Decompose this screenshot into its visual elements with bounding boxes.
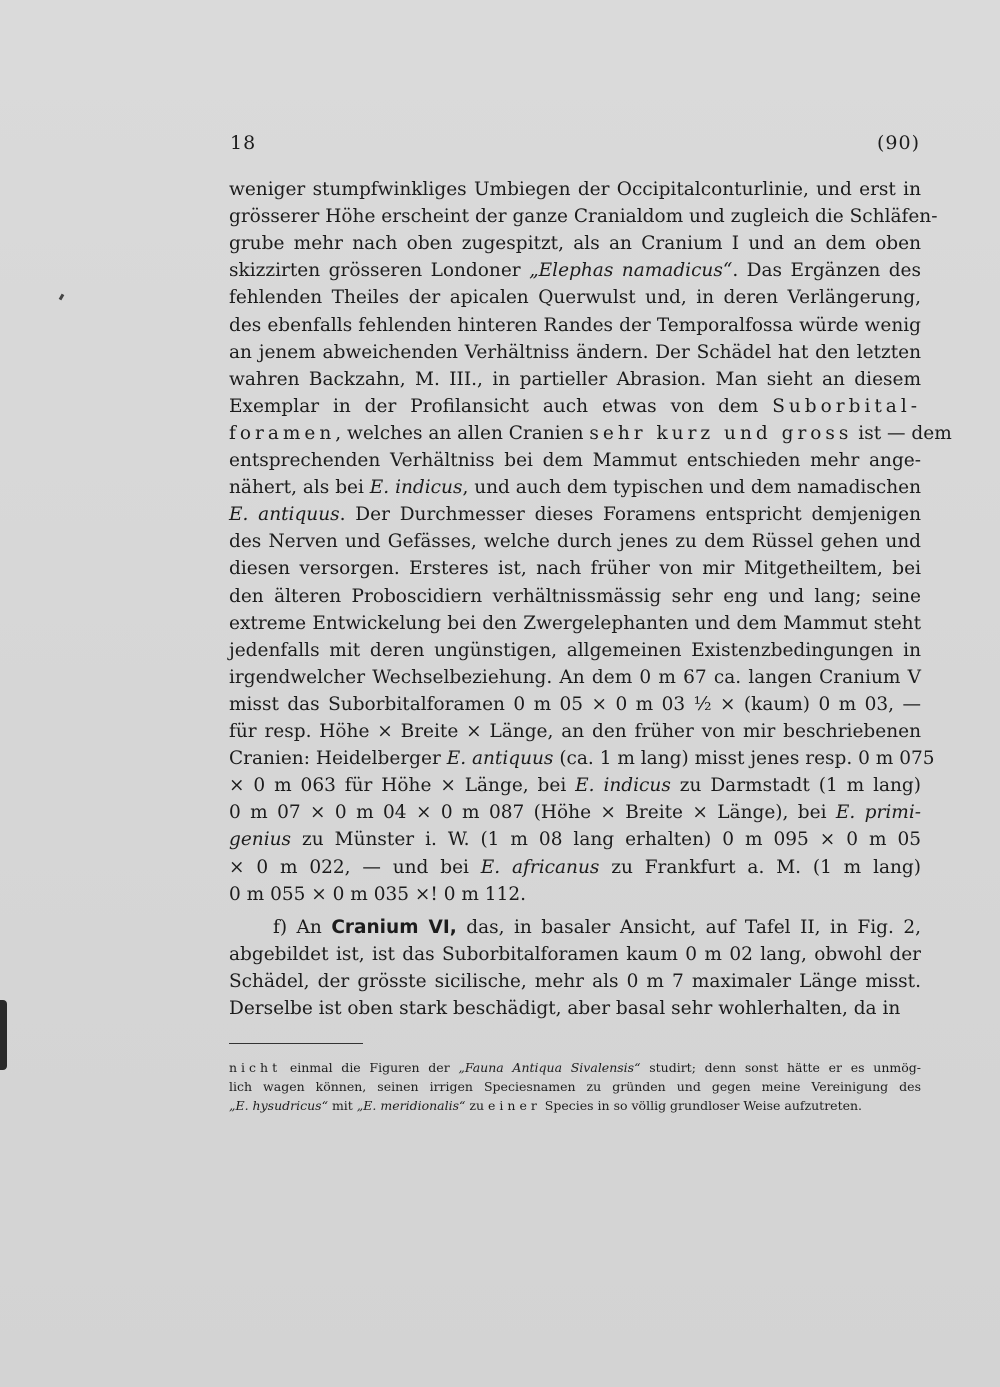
italic-text: E. antiquus <box>229 504 340 526</box>
italic-text: E. antiquus <box>446 748 554 770</box>
italic-text: „E. hysudricus“ <box>229 1098 328 1113</box>
text-line <box>229 420 952 447</box>
footnote-separator <box>229 1043 363 1044</box>
text-run: skizzirten grösseren Londoner <box>229 260 530 282</box>
text-run: , welches an allen Cranien <box>335 422 590 444</box>
text-line <box>229 257 921 284</box>
text-line <box>229 826 921 853</box>
running-header <box>230 132 920 158</box>
footnote-line: lich wagen können, seinen irrigen Speciesnamen zu gründen und gegen meine Vereinigung des <box>229 1079 921 1094</box>
footnote-line <box>229 1059 921 1077</box>
text-run: . Das Ergänzen des <box>732 260 921 282</box>
text-run: Cranien: Heidelberger <box>229 748 447 770</box>
text-line <box>273 914 921 941</box>
text-line: des ebenfalls fehlenden hinteren Randes der Temporalfossa würde wenig <box>229 314 921 336</box>
text-line <box>229 854 921 881</box>
text-run: zu Frankfurt a. M. (1 m lang) <box>599 856 921 878</box>
text-run: (ca. 1 m lang) misst jenes resp. 0 m 075 <box>553 748 935 770</box>
spaced-text: nicht <box>229 1060 282 1075</box>
bold-text: Cranium VI, <box>331 917 457 938</box>
text-run: 0 m 07 × 0 m 04 × 0 m 087 (Höhe × Breite × Länge), bei <box>229 802 836 824</box>
text-line: weniger stumpfwinkliges Umbiegen der Occipitalconturlinie, und erst in <box>229 179 921 200</box>
text-line <box>229 772 921 799</box>
text-line: diesen versorgen. Ersteres ist, nach früher von mir Mitgetheiltem, bei <box>229 558 921 580</box>
text-run: zu Münster i. W. (1 m 08 lang erhalten) 0 m 095 × 0 m 05 <box>291 829 921 851</box>
ink-speck <box>59 294 65 301</box>
spaced-text: Suborbital- <box>772 395 921 417</box>
text-line <box>229 745 935 772</box>
text-line <box>229 501 921 528</box>
italic-text: E. africanus <box>480 856 600 878</box>
text-run: Exemplar in der Profilansicht auch etwas von dem <box>229 395 773 417</box>
text-line <box>229 799 921 826</box>
text-line: grube mehr nach oben zugespitzt, als an Cranium I und an dem oben <box>229 233 921 255</box>
text-run: × 0 m 063 für Höhe × Länge, bei <box>229 775 576 797</box>
text-line: den älteren Proboscidiern verhältnissmässig sehr eng und lang; seine <box>229 585 921 607</box>
italic-text: E. indicus <box>575 775 671 797</box>
italic-text: „Fauna Antiqua Sivalensis“ <box>458 1060 641 1075</box>
text-line: misst das Suborbitalforamen 0 m 05 × 0 m 03 ½ × (kaum) 0 m 03, — <box>229 693 921 715</box>
text-line: wahren Backzahn, M. III., in partieller Abrasion. Man sieht an diesem <box>229 368 921 390</box>
text-line: fehlenden Theiles der apicalen Querwulst und, in deren Verlängerung, <box>229 287 921 309</box>
text-line: grösserer Höhe erscheint der ganze Cranialdom und zugleich die Schläfen- <box>229 206 938 228</box>
text-run: , und auch dem typischen und dem namadischen <box>462 477 921 499</box>
text-run: ist — dem <box>852 422 952 444</box>
page-edge-mark <box>0 1000 7 1070</box>
text-run: das, in basaler Ansicht, auf Tafel II, in Fig. 2, <box>456 917 921 938</box>
text-run: nähert, als bei <box>229 477 370 499</box>
text-line <box>229 393 921 420</box>
text-line: für resp. Höhe × Breite × Länge, an den früher von mir beschriebenen <box>229 721 921 742</box>
text-line: Derselbe ist oben stark beschädigt, aber basal sehr wohlerhalten, da in <box>229 998 901 1019</box>
italic-text: genius <box>229 829 292 851</box>
text-line: irgendwelcher Wechselbeziehung. An dem 0 m 67 ca. langen Cranium V <box>229 666 921 688</box>
text-line: 0 m 055 × 0 m 035 ×! 0 m 112. <box>229 883 526 905</box>
text-line: entsprechenden Verhältniss bei dem Mammut entschieden mehr ange- <box>229 450 921 471</box>
text-run: . Der Durchmesser dieses Foramens entspricht demjenigen <box>339 504 922 526</box>
spaced-text: einer <box>488 1098 541 1113</box>
spaced-text: sehr kurz und gross <box>589 422 853 444</box>
text-line: jedenfalls mit deren ungünstigen, allgemeinen Existenzbedingungen in <box>229 639 921 661</box>
text-run: Species in so völlig grundloser Weise aufzutreten. <box>540 1098 863 1113</box>
text-line: extreme Entwickelung bei den Zwergelephanten und dem Mammut steht <box>229 612 921 634</box>
text-run: × 0 m 022, — und bei <box>229 856 481 878</box>
text-run: zu <box>465 1098 488 1113</box>
text-line <box>229 474 921 501</box>
spaced-text: foramen <box>229 422 336 444</box>
footnote-line <box>229 1097 921 1115</box>
text-run: einmal die Figuren der <box>281 1060 459 1075</box>
text-line: des Nerven und Gefässes, welche durch jenes zu dem Rüssel gehen und <box>229 531 921 553</box>
text-line: an jenem abweichenden Verhältniss ändern. Der Schädel hat den letzten <box>229 341 921 363</box>
text-line: Schädel, der grösste sicilische, mehr als 0 m 7 maximaler Länge misst. <box>229 971 921 992</box>
italic-text: E. primi- <box>835 802 921 824</box>
text-run: zu Darmstadt (1 m lang) <box>670 775 921 797</box>
text-run: mit <box>327 1098 357 1113</box>
text-run: studirt; denn sonst hätte er es unmög- <box>640 1060 921 1075</box>
italic-text: E. indicus <box>369 477 463 499</box>
text-run: f) An <box>273 917 332 938</box>
page-number: 18 <box>230 132 257 154</box>
italic-text: „Elephas namadicus“ <box>529 260 733 282</box>
page-reference: (90) <box>876 132 920 154</box>
italic-text: „E. meridionalis“ <box>356 1098 466 1113</box>
text-line: abgebildet ist, ist das Suborbitalforamen kaum 0 m 02 lang, obwohl der <box>229 944 921 965</box>
